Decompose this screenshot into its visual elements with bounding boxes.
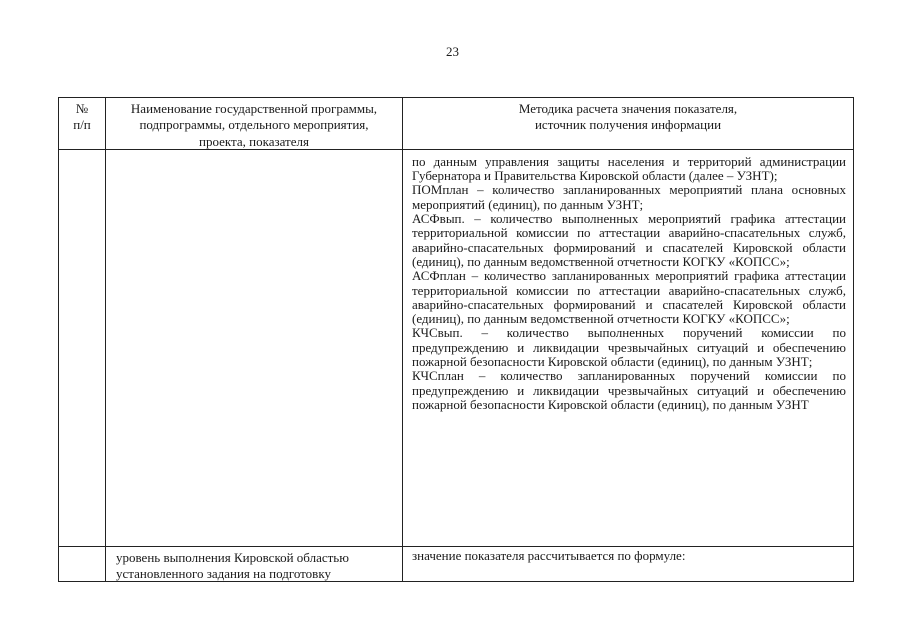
- page-number: 23: [446, 44, 459, 59]
- header-number-line: п/п: [73, 117, 91, 133]
- method-paragraph: АСФплан – количество запланированных мероприятий графика аттестации территориальной комиссии по аттестации аварийно-спасательных служб, аварийно-спасательных формирований и спасателей Кировской области (единиц), по данным ведомственной отчетности КОГКУ «КОПСС»;: [412, 268, 846, 327]
- number-cell: [59, 546, 106, 582]
- indicator-name-line: уровень выполнения Кировской областью: [116, 549, 349, 565]
- indicator-name-line: установленного задания на подготовку: [116, 566, 331, 582]
- method-cell: [403, 546, 854, 582]
- table-header-row: [59, 98, 854, 150]
- method-cell: [403, 149, 854, 546]
- name-cell: [106, 546, 403, 582]
- header-name-line: подпрограммы, отдельного мероприятия,: [139, 117, 369, 133]
- header-name-line: проекта, показателя: [199, 133, 309, 149]
- number-cell: [59, 149, 106, 546]
- header-name-cell: [106, 98, 403, 150]
- method-paragraph: по данным управления защиты населения и территорий администрации Губернатора и Правительства Кировской области (далее – УЗНТ);: [412, 153, 846, 184]
- header-number-line: №: [75, 101, 89, 116]
- method-paragraph: АСФвып. – количество выполненных мероприятий графика аттестации территориальной комиссии по аттестации аварийно-спасательных служб, аварийно-спасательных формирований и спасателей Кировской области (единиц), по данным ведомственной отчетности КОГКУ «КОПСС»;: [412, 211, 846, 269]
- formula-intro: значение показателя рассчитывается по формуле:: [412, 547, 686, 563]
- table-row: [59, 546, 854, 582]
- indicator-table: [58, 97, 854, 582]
- header-method-cell: [403, 98, 854, 150]
- header-name-line: Наименование государственной программы,: [130, 101, 378, 116]
- method-paragraph: КЧСвып. – количество выполненных поручений комиссии по предупреждению и ликвидации чрезвычайных ситуаций и обеспечению пожарной безопасности Кировской области (единиц), по данным УЗНТ;: [412, 325, 846, 370]
- header-method-line: источник получения информации: [534, 117, 722, 133]
- name-cell: [106, 149, 403, 546]
- header-number-cell: [59, 98, 106, 150]
- method-paragraph: ПОМплан – количество запланированных мероприятий плана основных мероприятий (единиц), по данным УЗНТ;: [412, 182, 846, 212]
- method-paragraph: КЧСплан – количество запланированных поручений комиссии по предупреждению и ликвидации чрезвычайных ситуаций и обеспечению пожарной безопасности Кировской области (единиц), по данным УЗНТ: [412, 368, 846, 412]
- table-row: [59, 149, 854, 546]
- header-method-line: Методика расчета значения показателя,: [518, 101, 738, 116]
